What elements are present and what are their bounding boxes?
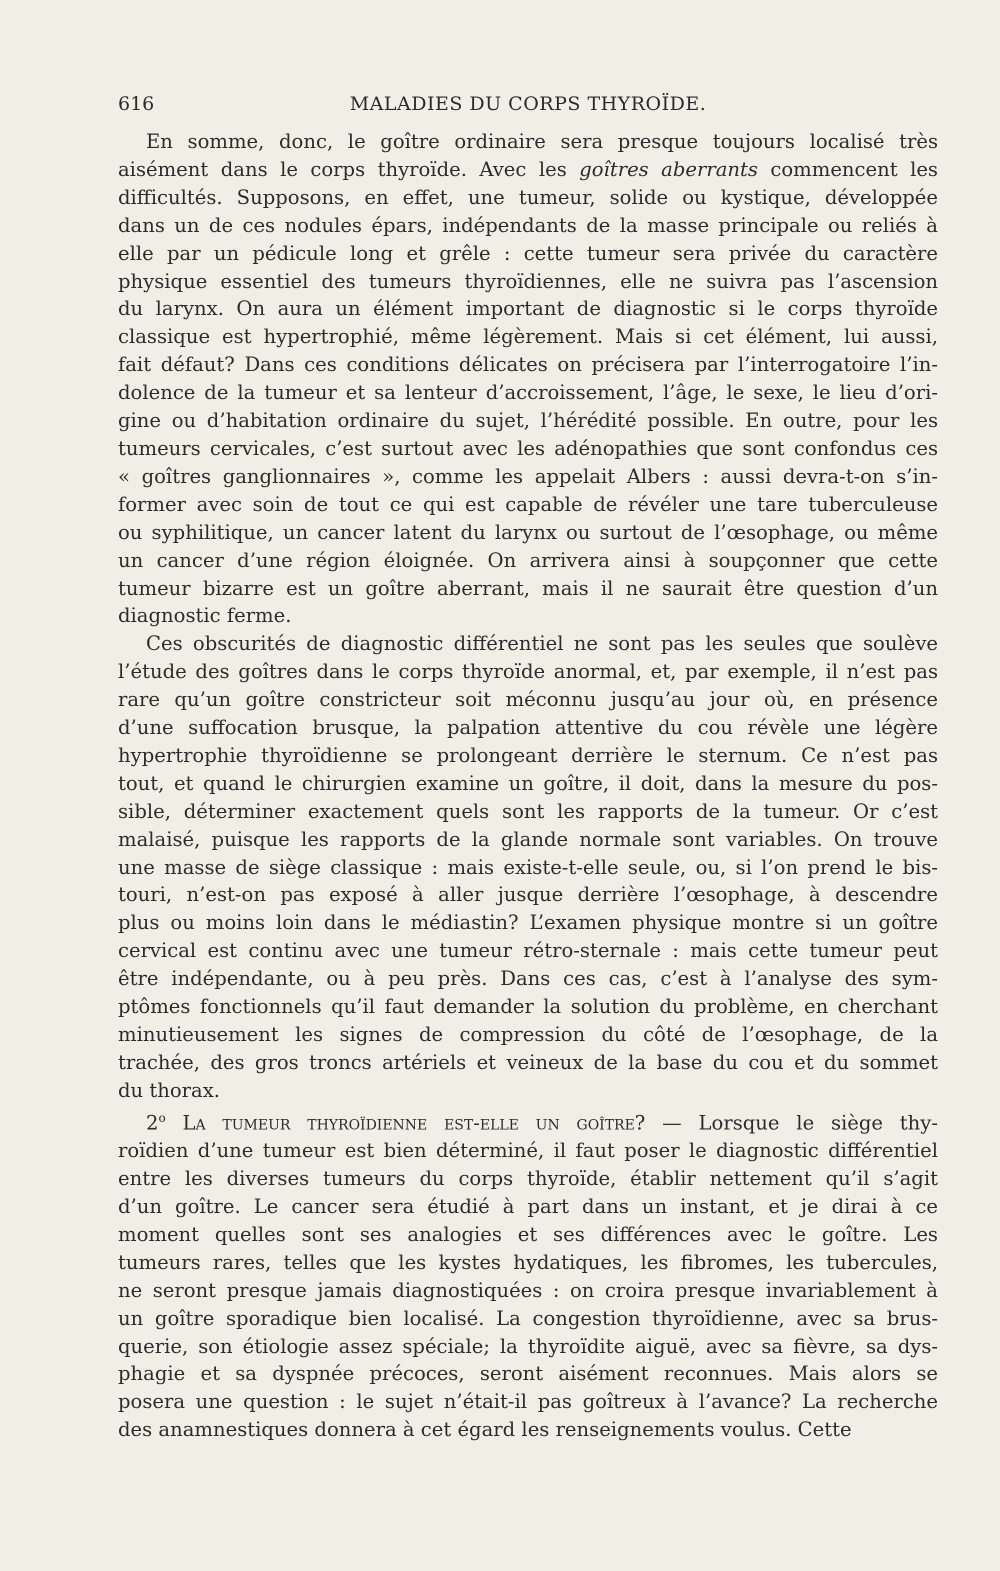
text-line: une masse de siège classique : mais existe-t-elle seule, ou, si l’on prend le bis-	[118, 855, 938, 879]
text-line: du larynx. On aura un élément important de diagnostic si le corps thyroïde	[118, 297, 938, 321]
text-line: l’étude des goîtres dans le corps thyroïde anormal, et, par exemple, il n’est pas	[118, 660, 938, 684]
text-line: sible, déterminer exactement quels sont les rapports de la tumeur. Or c’est	[118, 799, 938, 823]
text-line: un cancer d’une région éloignée. On arrivera ainsi à soupçonner que cette	[118, 548, 938, 572]
text-line: tumeurs rares, telles que les kystes hydatiques, les fibromes, les tubercules,	[118, 1250, 938, 1274]
text-line: En somme, donc, le goître ordinaire sera presque toujours localisé très	[146, 130, 938, 153]
text-line: posera une question : le sujet n’était-il pas goîtreux à l’avance? La recherche	[118, 1390, 938, 1414]
text-line: ou syphilitique, un cancer latent du larynx ou surtout de l’œsophage, ou même	[118, 520, 938, 544]
text-line: entre les diverses tumeurs du corps thyroïde, établir nettement qu’il s’agit	[118, 1167, 938, 1191]
paragraph	[118, 1105, 938, 1444]
page-number: 616	[118, 93, 155, 115]
text-line: roïdien d’une tumeur est bien déterminé, il faut poser le diagnostic différentiel	[118, 1139, 938, 1163]
text-line: moment quelles sont ses analogies et ses différences avec le goître. Les	[118, 1222, 938, 1246]
text-line: querie, son étiologie assez spéciale; la thyroïdite aiguë, avec sa fièvre, sa dys-	[118, 1334, 938, 1358]
text-line: d’une suffocation brusque, la palpation attentive du cou révèle une légère	[118, 716, 938, 740]
text-line: physique essentiel des tumeurs thyroïdiennes, elle ne suivra pas l’ascension	[118, 269, 938, 293]
text-line: Ces obscurités de diagnostic différentiel ne sont pas les seules que soulève	[146, 632, 938, 656]
text-line: « goîtres ganglionnaires », comme les appelait Albers : aussi devra-t-on s’in-	[118, 464, 938, 488]
text-line: gine ou d’habitation ordinaire du sujet, l’hérédité possible. En outre, pour les	[118, 409, 938, 433]
text-line: dans un de ces nodules épars, indépendants de la masse principale ou reliés à	[118, 213, 938, 237]
text-line: tumeurs cervicales, c’est surtout avec les adénopathies que sont confondus ces	[118, 436, 938, 460]
text-line: minutieusement les signes de compression du côté de l’œsophage, de la	[118, 1023, 938, 1046]
text-line: malaisé, puisque les rapports de la glande normale sont variables. On trouve	[118, 827, 938, 851]
text-line: des anamnestiques donnera à cet égard les renseignements voulus. Cette	[118, 1418, 852, 1442]
text-line: ptômes fonctionnels qu’il faut demander la solution du problème, en cherchant	[118, 995, 938, 1019]
text-line: hypertrophie thyroïdienne se prolongeant derrière le sternum. Ce n’est pas	[118, 743, 938, 767]
text-line: cervical est continu avec une tumeur rétro-sternale : mais cette tumeur peut	[118, 939, 938, 963]
text-line: tout, et quand le chirurgien examine un goître, il doit, dans la mesure du pos-	[118, 771, 938, 795]
running-title: MALADIES DU CORPS THYROÏDE.	[349, 93, 707, 115]
text-line: être indépendante, ou à peu près. Dans ces cas, c’est à l’analyse des sym-	[118, 967, 938, 991]
text-line: un goître sporadique bien localisé. La congestion thyroïdienne, avec sa brus-	[118, 1306, 938, 1330]
text-line: phagie et sa dyspnée précoces, seront aisément reconnues. Mais alors se	[118, 1362, 938, 1386]
italic-text: goîtres aberrants	[579, 157, 758, 181]
text-line: 2$^o$ La tumeur thyroïdienne est-elle un goître? — Lorsque le siège thy-	[146, 1110, 938, 1135]
paragraph	[118, 128, 938, 630]
text-line: d’un goître. Le cancer sera étudié à part dans un instant, et je dirai à ce	[118, 1194, 938, 1218]
text-line: fait défaut? Dans ces conditions délicates on précisera par l’interrogatoire l’in-	[118, 353, 938, 377]
body-text	[118, 128, 938, 1444]
text-line: ne seront presque jamais diagnostiquées : on croira presque invariablement à	[118, 1278, 938, 1302]
section-heading: La tumeur thyroïdienne est-elle un goître?	[182, 1111, 646, 1135]
text-line: rare qu’un goître constricteur soit méconnu jusqu’au jour où, en présence	[118, 688, 938, 712]
text-line: dolence de la tumeur et sa lenteur d’accroissement, l’âge, le sexe, le lieu d’ori-	[118, 381, 938, 405]
text-line: diagnostic ferme.	[118, 604, 292, 628]
page-header	[118, 93, 938, 123]
text-line: classique est hypertrophié, même légèrement. Mais si cet élément, lui aussi,	[118, 325, 938, 349]
paragraph	[118, 630, 938, 1104]
text-line: tumeur bizarre est un goître aberrant, mais il ne saurait être question d’un	[118, 576, 938, 600]
text-line: du thorax.	[118, 1078, 221, 1102]
text-line: difficultés. Supposons, en effet, une tumeur, solide ou kystique, développée	[118, 185, 938, 209]
ordinal-superscript: o	[158, 1110, 166, 1125]
text-line: plus ou moins loin dans le médiastin? L’examen physique montre si un goître	[118, 911, 938, 935]
text-line: trachée, des gros troncs artériels et veineux de la base du cou et du sommet	[118, 1050, 938, 1074]
text-line: elle par un pédicule long et grêle : cette tumeur sera privée du caractère	[118, 241, 938, 265]
text-line: former avec soin de tout ce qui est capable de révéler une tare tuberculeuse	[118, 492, 938, 516]
text-line: touri, n’est-on pas exposé à aller jusque derrière l’œsophage, à descendre	[118, 883, 938, 907]
text-line: aisément dans le corps thyroïde. Avec les goîtres aberrants commencent les	[118, 157, 938, 181]
